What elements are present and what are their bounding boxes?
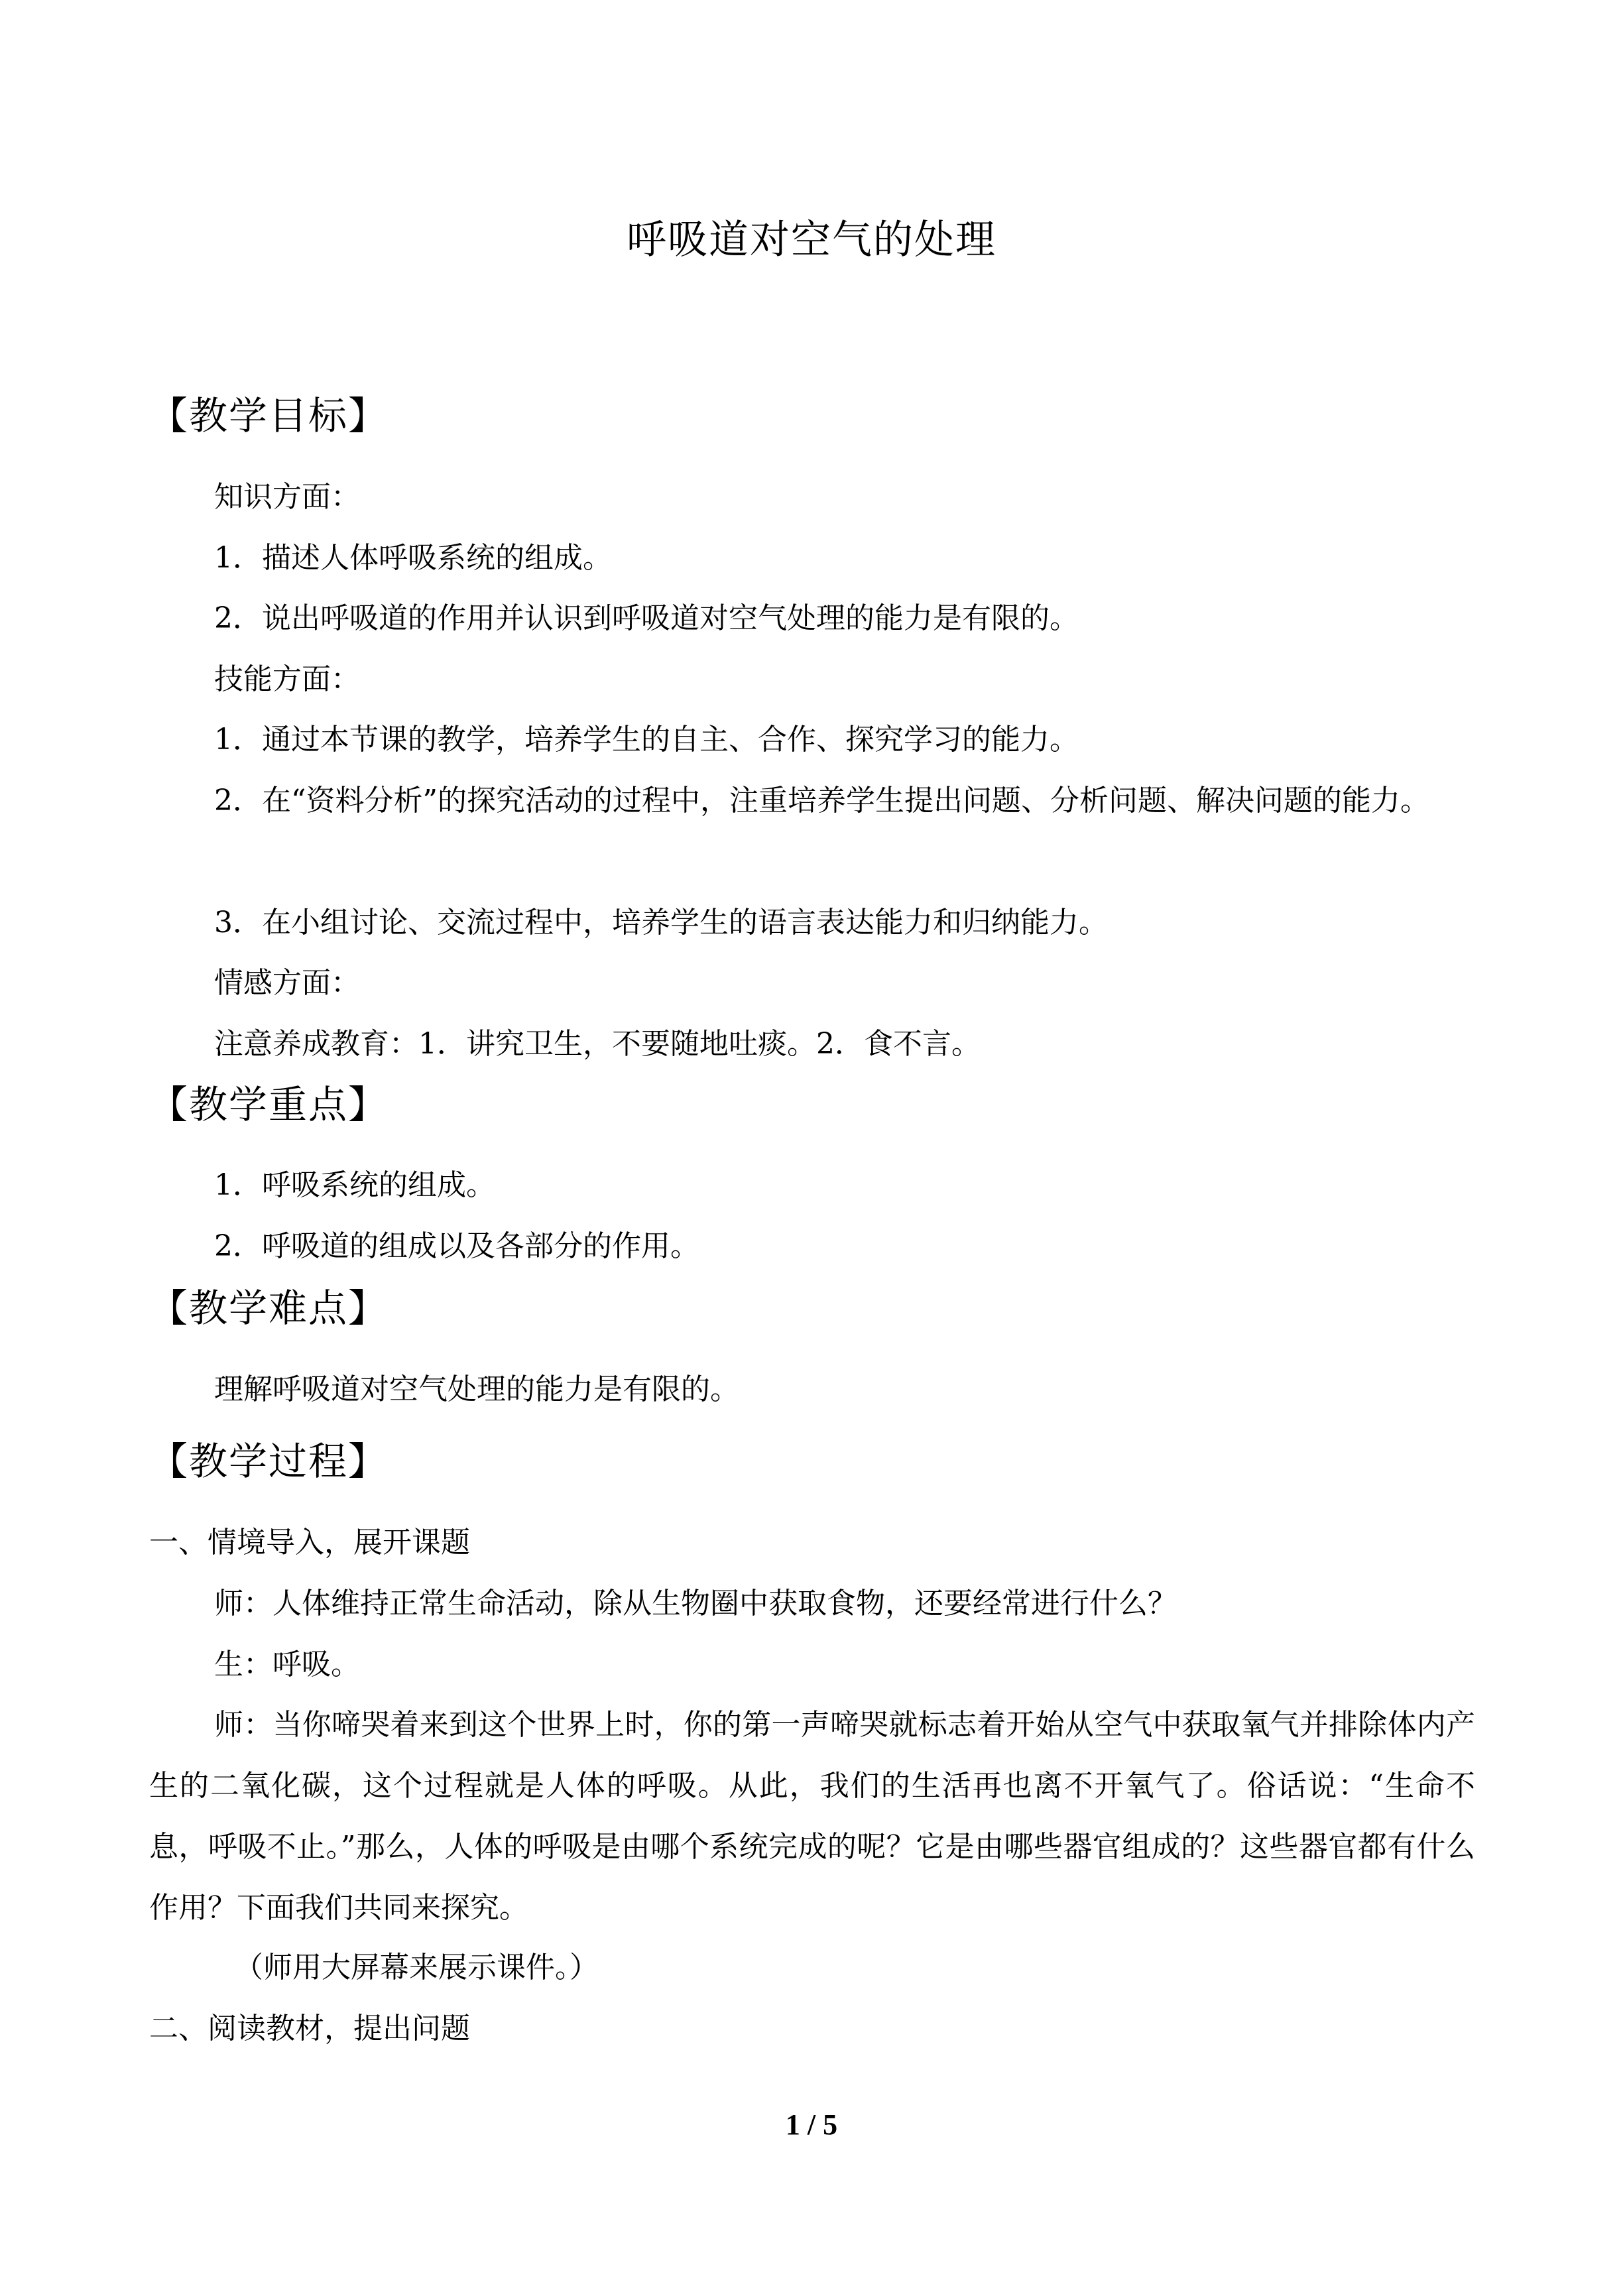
key-point-item: 1．呼吸系统的组成。 (214, 1168, 495, 1202)
emotion-item: 注意养成教育：1．讲究卫生，不要随地吐痰。2．食不言。 (214, 1027, 981, 1061)
section-heading-goals: 【教学目标】 (149, 393, 389, 438)
emotion-label: 情感方面： (214, 966, 360, 1000)
section-heading-key-points: 【教学重点】 (149, 1082, 389, 1127)
skill-item: 2．在“资料分析”的探究活动的过程中，注重培养学生提出问题、分析问题、解决问题的能力。 (214, 784, 1429, 817)
knowledge-label: 知识方面： (214, 480, 360, 514)
section-heading-process: 【教学过程】 (149, 1439, 389, 1484)
knowledge-item: 1．描述人体呼吸系统的组成。 (214, 541, 612, 575)
dialogue-paragraph: 师：当你啼哭着来到这个世界上时，你的第一声啼哭就标志着开始从空气中获取氧气并排除体内产生的二氧化碳，这个过程就是人体的呼吸。从此，我们的生活再也离不开氧气了。俗话说：“生命不息，呼吸不止。”那么，人体的呼吸是由哪个系统完成的呢？它是由哪些器官组成的？这些器官都有什么作用？下面我们共同来探究。 (149, 1708, 1475, 1925)
section-heading-difficulties: 【教学难点】 (149, 1286, 389, 1331)
process-step: 二、阅读教材，提出问题 (149, 2012, 470, 2045)
page-title: 呼吸道对空气的处理 (627, 217, 996, 263)
page-number: 1 / 5 (785, 2108, 838, 2141)
dialogue-line: 生：呼吸。 (214, 1648, 360, 1681)
dialogue-line: 师：人体维持正常生命活动，除从生物圈中获取食物，还要经常进行什么？ (214, 1587, 1177, 1620)
knowledge-item: 2．说出呼吸道的作用并认识到呼吸道对空气处理的能力是有限的。 (214, 601, 1079, 635)
process-step: 一、情境导入，展开课题 (149, 1526, 470, 1559)
key-point-item: 2．呼吸道的组成以及各部分的作用。 (214, 1229, 699, 1263)
skill-item: 1．通过本节课的教学，培养学生的自主、合作、探究学习的能力。 (214, 723, 1079, 756)
skill-item: 3．在小组讨论、交流过程中，培养学生的语言表达能力和归纳能力。 (214, 906, 1108, 939)
stage-note: （师用大屏幕来展示课件。） (234, 1951, 599, 1984)
skill-label: 技能方面： (214, 662, 360, 696)
difficulty-item: 理解呼吸道对空气处理的能力是有限的。 (214, 1372, 739, 1406)
